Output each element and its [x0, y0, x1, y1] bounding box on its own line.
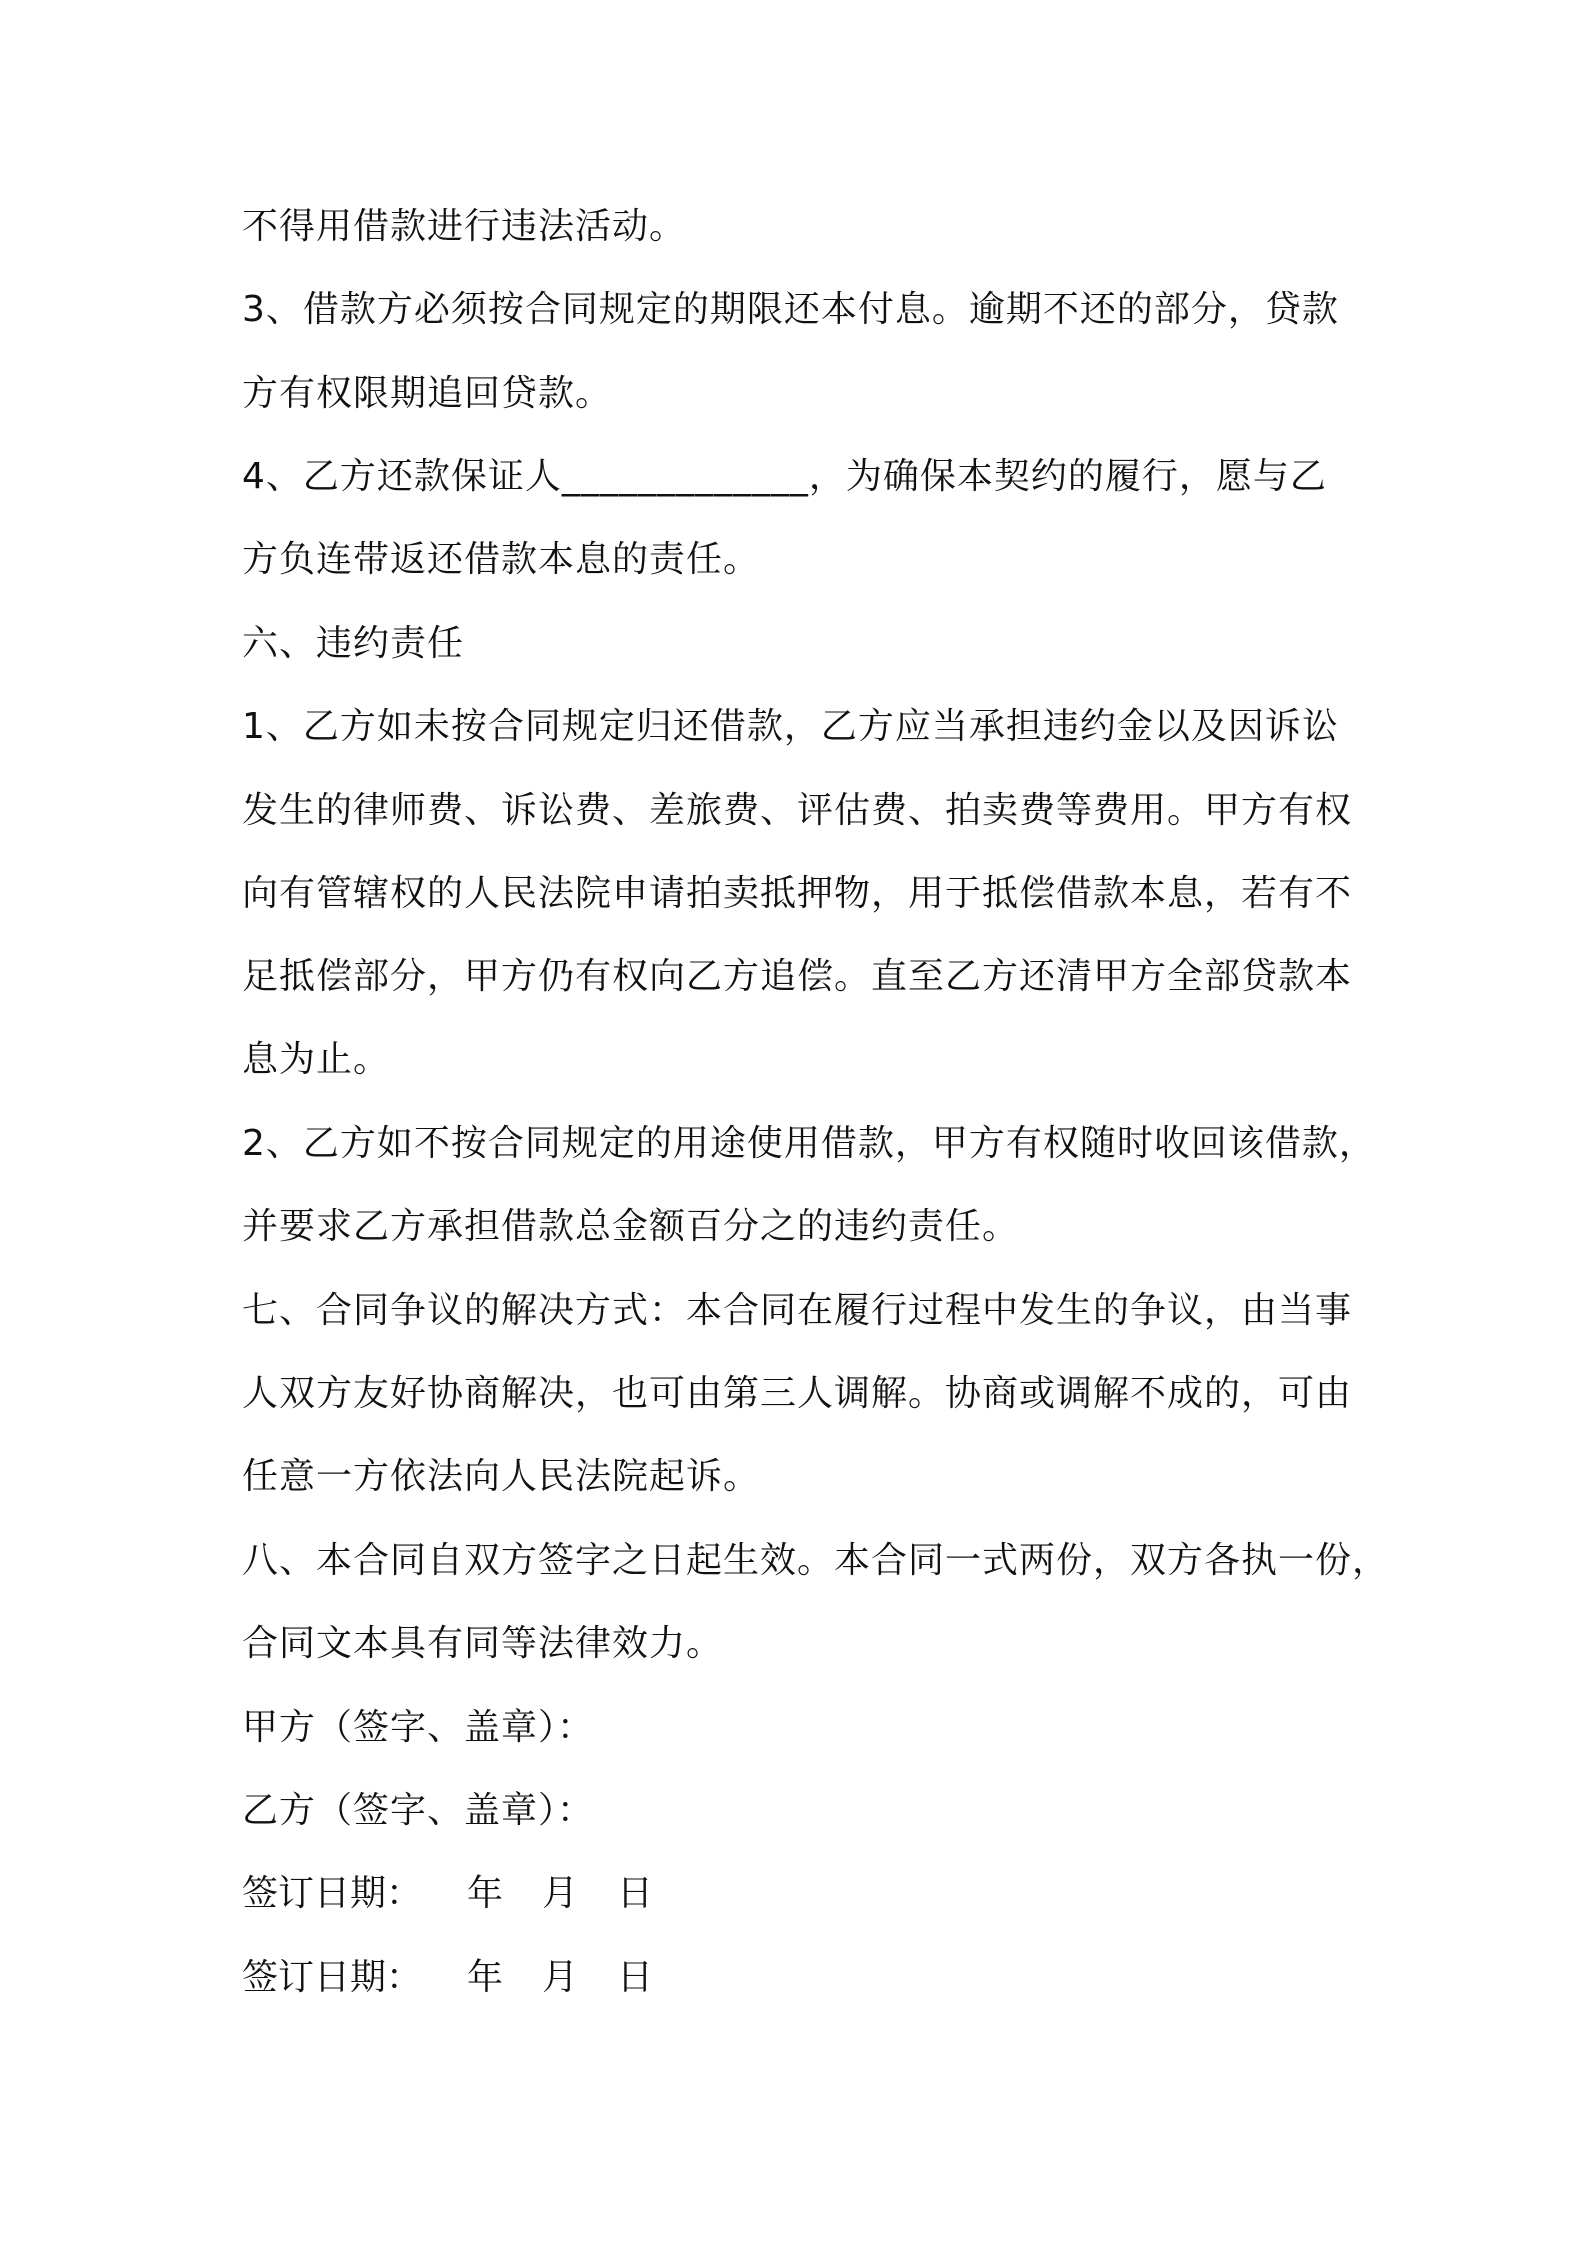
- signing-date-label: 签订日期：: [242, 1873, 423, 1914]
- month-label: 月: [542, 1957, 579, 1998]
- text-line: 八、本合同自双方签字之日起生效。本合同一式两份，双方各执一份，: [242, 1540, 1390, 1581]
- text-line: 人双方友好协商解决，也可由第三人调解。协商或调解不成的，可由: [242, 1373, 1353, 1414]
- text-line: 方有权限期追回贷款。: [242, 373, 613, 414]
- text-line: 4、乙方还款保证人_____________，为确保本契约的履行，愿与乙: [242, 456, 1327, 497]
- text-line: 向有管辖权的人民法院申请拍卖抵押物，用于抵偿借款本息，若有不: [242, 873, 1353, 914]
- text-line: 任意一方依法向人民法院起诉。: [242, 1456, 761, 1497]
- text-line: 1、乙方如未按合同规定归还借款，乙方应当承担违约金以及因诉讼: [242, 706, 1339, 747]
- day-label: 日: [617, 1873, 654, 1914]
- text-line: 发生的律师费、诉讼费、差旅费、评估费、拍卖费等费用。甲方有权: [242, 790, 1353, 831]
- year-label: 年: [467, 1957, 504, 1998]
- day-label: 日: [617, 1957, 654, 1998]
- month-label: 月: [542, 1873, 579, 1914]
- text-line: 七、合同争议的解决方式：本合同在履行过程中发生的争议，由当事: [242, 1290, 1353, 1331]
- text-line: 并要求乙方承担借款总金额百分之的违约责任。: [242, 1206, 1020, 1247]
- year-label: 年: [467, 1873, 504, 1914]
- text-line: 合同文本具有同等法律效力。: [242, 1623, 724, 1664]
- party-b-signature-line: 乙方（签字、盖章）：: [242, 1790, 595, 1831]
- text-line: 3、借款方必须按合同规定的期限还本付息。逾期不还的部分，贷款: [242, 289, 1339, 330]
- signing-date-label: 签订日期：: [242, 1957, 423, 1998]
- text-line: 足抵偿部分，甲方仍有权向乙方追偿。直至乙方还清甲方全部贷款本: [242, 956, 1353, 997]
- party-a-signature-line: 甲方（签字、盖章）：: [242, 1707, 595, 1748]
- text-line: 方负连带返还借款本息的责任。: [242, 539, 761, 580]
- section-heading: 六、违约责任: [242, 623, 465, 664]
- text-line: 2、乙方如不按合同规定的用途使用借款，甲方有权随时收回该借款，: [242, 1123, 1376, 1164]
- text-line: 不得用借款进行违法活动。: [242, 206, 687, 247]
- text-line: 息为止。: [242, 1039, 391, 1080]
